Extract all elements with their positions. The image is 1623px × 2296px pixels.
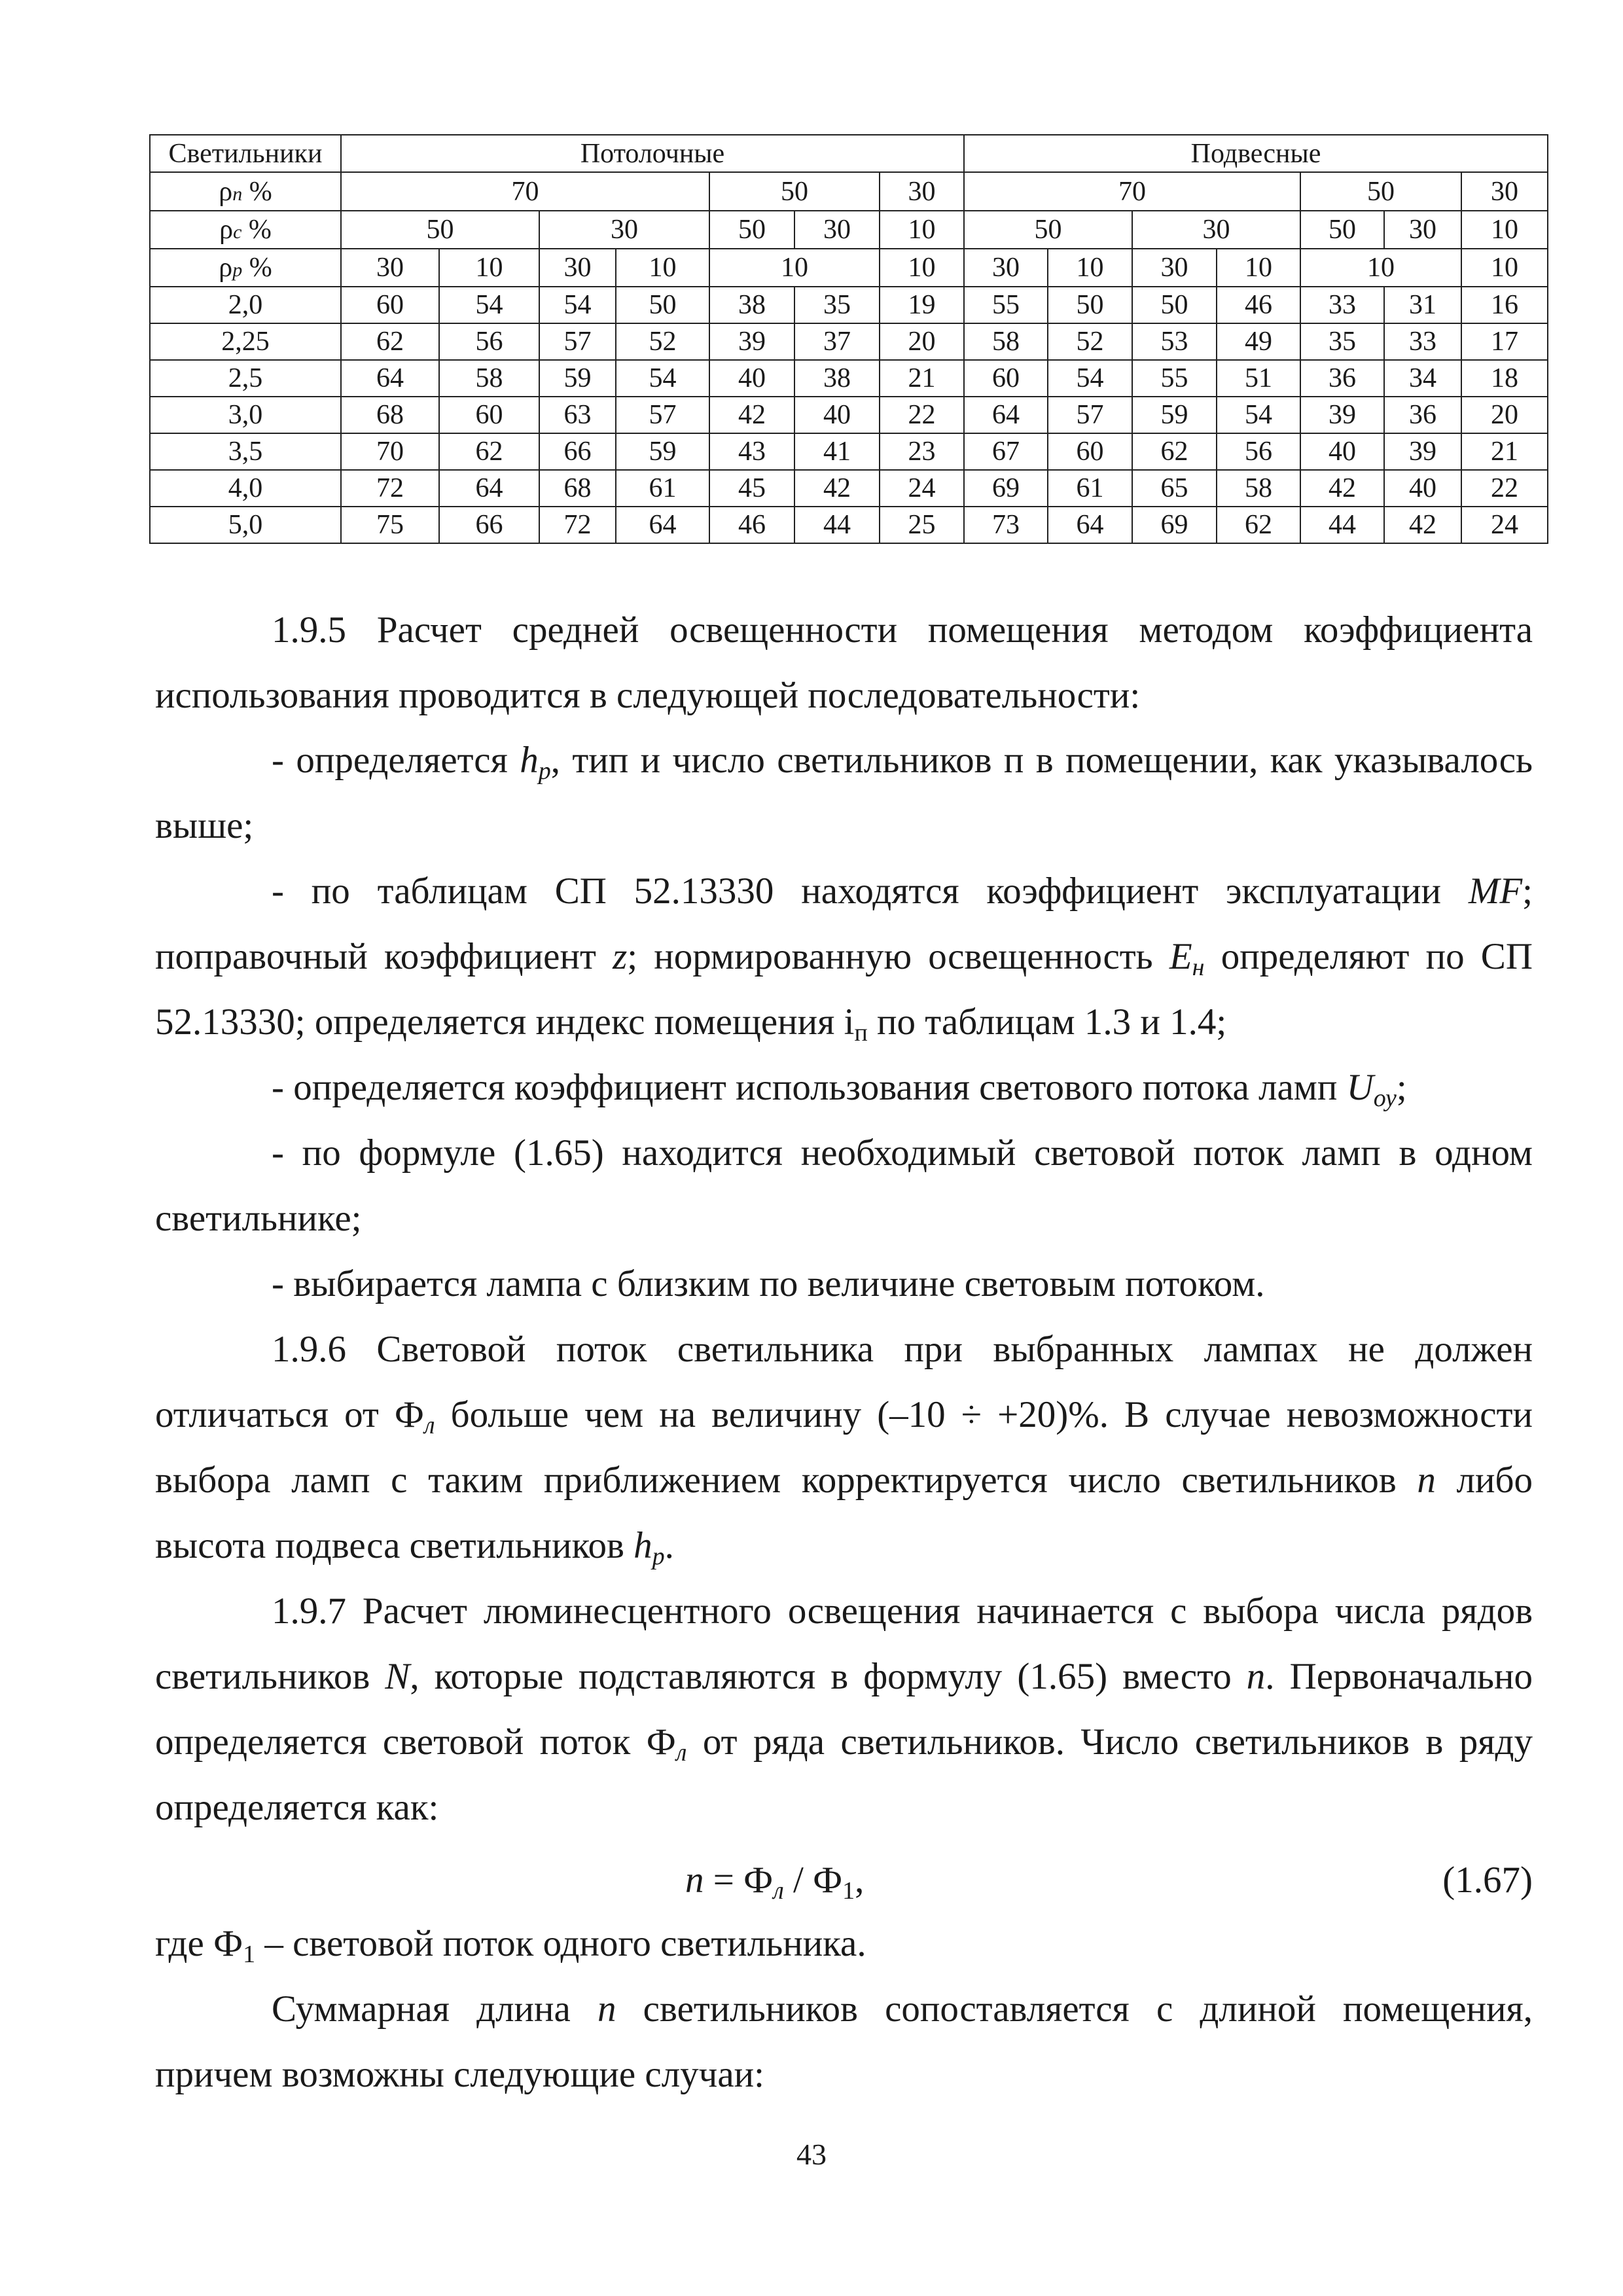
paragraph-1-9-7: 1.9.7 Расчет люминесцентного освещения начинается с выбора числа рядов [272, 1590, 1533, 1632]
coefficient-cell: 60 [439, 397, 539, 433]
list-item-choose-lamp: - выбирается лампа с близким по величине световым потоком. [272, 1263, 1265, 1304]
coefficient-cell: 70 [341, 433, 439, 470]
room-index-cell: 5,0 [150, 507, 341, 543]
paragraph-1-9-6-cont1: отличаться от $Ф_л$ больше чем на величину (–10 ÷ +20)%. В случае невозможности [155, 1394, 1533, 1439]
coefficient-cell: 57 [616, 397, 709, 433]
rho-wall-value-6: 30 [1132, 211, 1300, 249]
coefficient-cell: 40 [1384, 470, 1461, 507]
coefficient-cell: 54 [439, 287, 539, 323]
formula-explanation: где $Ф_1$ – световой поток одного светильника. [155, 1923, 866, 1968]
formula-number: (1.67) [1442, 1859, 1533, 1901]
list-item-formula-165: - по формуле (1.65) находится необходимый световой поток ламп в одном [272, 1132, 1533, 1174]
coefficient-cell: 36 [1300, 360, 1384, 397]
room-index-cell: 2,0 [150, 287, 341, 323]
room-index-cell: 2,25 [150, 323, 341, 360]
paragraph-1-9-7-cont1: светильников N, которые подставляются в формулу (1.65) вместо n. Первоначально [155, 1656, 1533, 1697]
coefficient-cell: 46 [709, 507, 794, 543]
formula-expression: $n = Ф_л / Ф_1$, [685, 1859, 865, 1905]
coefficient-cell: 52 [1048, 323, 1132, 360]
coefficient-cell: 50 [1132, 287, 1217, 323]
coefficient-cell: 50 [1048, 287, 1132, 323]
coefficient-cell: 72 [341, 470, 439, 507]
coefficient-cell: 55 [964, 287, 1048, 323]
room-index-cell: 2,5 [150, 360, 341, 397]
coefficient-cell: 60 [964, 360, 1048, 397]
rho-wall-value-1: 30 [539, 211, 709, 249]
coefficient-cell: 44 [1300, 507, 1384, 543]
coefficient-cell: 42 [709, 397, 794, 433]
rho-floor-value-9: 10 [1217, 249, 1300, 287]
coefficient-cell: 75 [341, 507, 439, 543]
rho-floor-value-0: 30 [341, 249, 439, 287]
rho-floor-value-10: 10 [1300, 249, 1461, 287]
coefficient-cell: 67 [964, 433, 1048, 470]
coefficient-cell: 22 [1461, 470, 1548, 507]
paragraph-1-9-6-cont3: высота подвеса светильников $h_р$. [155, 1525, 674, 1570]
coefficient-cell: 53 [1132, 323, 1217, 360]
coefficient-cell: 16 [1461, 287, 1548, 323]
coefficient-cell: 69 [964, 470, 1048, 507]
coefficient-cell: 69 [1132, 507, 1217, 543]
paragraph-1-9-6-cont2: выбора ламп с таким приближением корректируется число светильников n либо [155, 1460, 1533, 1501]
coefficient-cell: 40 [709, 360, 794, 397]
table-row [150, 323, 1548, 360]
coefficient-cell: 52 [616, 323, 709, 360]
coefficient-cell: 35 [1300, 323, 1384, 360]
rho-wall-value-2: 50 [709, 211, 794, 249]
coefficient-cell: 50 [616, 287, 709, 323]
rho-ceiling-value-2: 30 [880, 172, 964, 211]
rho-ceiling-value-4: 50 [1300, 172, 1461, 211]
coefficient-cell: 73 [964, 507, 1048, 543]
rho-floor-value-4: 10 [709, 249, 880, 287]
paragraph-total-length: Суммарная длина n светильников сопоставляется с длиной помещения, [272, 1988, 1533, 2030]
rho-floor-value-6: 30 [964, 249, 1048, 287]
coefficient-cell: 64 [1048, 507, 1132, 543]
list-item-tables-sp-cont2: 52.13330; определяется индекс помещения $i_п$ по таблицам 1.3 и 1.4; [155, 1001, 1227, 1047]
coefficient-cell: 45 [709, 470, 794, 507]
coefficient-cell: 68 [539, 470, 616, 507]
coefficient-cell: 55 [1132, 360, 1217, 397]
coefficient-cell: 68 [341, 397, 439, 433]
coefficient-cell: 40 [1300, 433, 1384, 470]
coefficient-cell: 17 [1461, 323, 1548, 360]
coefficient-cell: 25 [880, 507, 964, 543]
coefficient-cell: 33 [1384, 323, 1461, 360]
coefficient-cell: 72 [539, 507, 616, 543]
coefficient-cell: 22 [880, 397, 964, 433]
coefficient-cell: 56 [439, 323, 539, 360]
coefficient-cell: 62 [439, 433, 539, 470]
table-row [150, 433, 1548, 470]
coefficient-cell: 39 [1300, 397, 1384, 433]
list-item-determine-hp: - определяется $h_р$, тип и число светильников п в помещении, как указывалось [272, 740, 1533, 785]
rho-floor-value-11: 10 [1461, 249, 1548, 287]
table-row [150, 507, 1548, 543]
paragraph-total-length-cont: причем возможны следующие случаи: [155, 2054, 764, 2095]
coefficient-cell: 58 [439, 360, 539, 397]
rho-wall-value-8: 30 [1384, 211, 1461, 249]
coefficient-cell: 34 [1384, 360, 1461, 397]
coefficient-cell: 60 [341, 287, 439, 323]
coefficient-cell: 60 [1048, 433, 1132, 470]
rho-wall-value-9: 10 [1461, 211, 1548, 249]
coefficient-cell: 64 [964, 397, 1048, 433]
list-item-determine-hp-cont: выше; [155, 805, 254, 846]
coefficient-cell: 66 [439, 507, 539, 543]
coefficient-cell: 61 [616, 470, 709, 507]
coefficient-cell: 49 [1217, 323, 1300, 360]
room-index-cell: 3,5 [150, 433, 341, 470]
table-row [150, 397, 1548, 433]
header-luminaires: Светильники [150, 135, 341, 172]
coefficient-cell: 46 [1217, 287, 1300, 323]
coefficient-cell: 59 [539, 360, 616, 397]
rho-floor-value-3: 10 [616, 249, 709, 287]
coefficient-cell: 41 [794, 433, 880, 470]
coefficient-cell: 54 [1048, 360, 1132, 397]
coefficient-cell: 42 [794, 470, 880, 507]
page-number: 43 [796, 2138, 827, 2171]
rho-ceiling-value-3: 70 [964, 172, 1300, 211]
coefficient-cell: 64 [616, 507, 709, 543]
coefficient-cell: 58 [1217, 470, 1300, 507]
rho-wall-value-7: 50 [1300, 211, 1384, 249]
coefficient-cell: 59 [1132, 397, 1217, 433]
table-row [150, 470, 1548, 507]
coefficient-cell: 42 [1384, 507, 1461, 543]
list-item-tables-sp-cont1: поправочный коэффициент z; нормированную освещенность $E_н$ определяют по СП [155, 936, 1533, 981]
paragraph-1-9-5: 1.9.5 Расчет средней освещенности помещения методом коэффициента [272, 609, 1533, 651]
rho-wall-value-3: 30 [794, 211, 880, 249]
rho-wall-value-0: 50 [341, 211, 539, 249]
coefficient-cell: 21 [880, 360, 964, 397]
coefficient-cell: 64 [439, 470, 539, 507]
coefficient-cell: 39 [709, 323, 794, 360]
coefficient-cell: 57 [539, 323, 616, 360]
coefficient-cell: 39 [1384, 433, 1461, 470]
header-pendant: Подвесные [964, 135, 1548, 172]
coefficient-cell: 51 [1217, 360, 1300, 397]
coefficient-cell: 59 [616, 433, 709, 470]
coefficient-cell: 38 [709, 287, 794, 323]
paragraph-1-9-7-cont2: определяется световой поток $Ф_л$ от ряда светильников. Число светильников в ряду [155, 1721, 1533, 1767]
coefficient-cell: 35 [794, 287, 880, 323]
rho-ceiling-value-5: 30 [1461, 172, 1548, 211]
rho-wall-value-4: 10 [880, 211, 964, 249]
coefficient-cell: 21 [1461, 433, 1548, 470]
table-row [150, 287, 1548, 323]
rho-floor-value-5: 10 [880, 249, 964, 287]
coefficient-cell: 56 [1217, 433, 1300, 470]
coefficient-cell: 64 [341, 360, 439, 397]
rho-wall-value-5: 50 [964, 211, 1132, 249]
formula-1-67 [155, 1848, 1533, 1913]
coefficient-cell: 54 [539, 287, 616, 323]
room-index-cell: 3,0 [150, 397, 341, 433]
coefficient-cell: 36 [1384, 397, 1461, 433]
paragraph-1-9-5-cont: использования проводится в следующей последовательности: [155, 675, 1141, 716]
rho-floor-value-2: 30 [539, 249, 616, 287]
room-index-cell: 4,0 [150, 470, 341, 507]
coefficient-cell: 24 [1461, 507, 1548, 543]
coefficient-cell: 33 [1300, 287, 1384, 323]
coefficient-cell: 42 [1300, 470, 1384, 507]
paragraph-1-9-7-cont3: определяется как: [155, 1787, 439, 1828]
coefficient-cell: 18 [1461, 360, 1548, 397]
table-row [150, 360, 1548, 397]
rho-ceiling-label: ρп % [150, 172, 341, 211]
coefficient-cell: 19 [880, 287, 964, 323]
rho-floor-value-8: 30 [1132, 249, 1217, 287]
coefficient-cell: 57 [1048, 397, 1132, 433]
coefficient-cell: 62 [341, 323, 439, 360]
rho-floor-value-7: 10 [1048, 249, 1132, 287]
coefficient-cell: 37 [794, 323, 880, 360]
coefficient-cell: 40 [794, 397, 880, 433]
rho-floor-label: ρр % [150, 249, 341, 287]
list-item-tables-sp: - по таблицам СП 52.13330 находятся коэффициент эксплуатации MF; [272, 870, 1533, 912]
coefficient-cell: 43 [709, 433, 794, 470]
coefficient-cell: 38 [794, 360, 880, 397]
coefficient-cell: 65 [1132, 470, 1217, 507]
list-item-utilization: - определяется коэффициент использования светового потока ламп $U_{оу}$; [272, 1067, 1407, 1112]
coefficient-cell: 20 [1461, 397, 1548, 433]
coefficient-cell: 62 [1132, 433, 1217, 470]
rho-ceiling-value-1: 50 [709, 172, 880, 211]
paragraph-1-9-6: 1.9.6 Световой поток светильника при выбранных лампах не должен [272, 1329, 1533, 1370]
coefficient-cell: 54 [616, 360, 709, 397]
coefficient-cell: 23 [880, 433, 964, 470]
list-item-formula-165-cont: светильнике; [155, 1198, 362, 1239]
coefficient-cell: 58 [964, 323, 1048, 360]
coefficient-cell: 44 [794, 507, 880, 543]
rho-floor-value-1: 10 [439, 249, 539, 287]
coefficient-cell: 31 [1384, 287, 1461, 323]
coefficient-cell: 63 [539, 397, 616, 433]
coefficient-cell: 24 [880, 470, 964, 507]
coefficient-cell: 20 [880, 323, 964, 360]
rho-wall-label: ρс % [150, 211, 341, 249]
header-ceiling: Потолочные [341, 135, 964, 172]
coefficient-cell: 61 [1048, 470, 1132, 507]
rho-ceiling-value-0: 70 [341, 172, 709, 211]
coefficient-cell: 62 [1217, 507, 1300, 543]
coefficient-cell: 54 [1217, 397, 1300, 433]
coefficient-cell: 66 [539, 433, 616, 470]
utilization-coefficient-table [149, 134, 1548, 544]
